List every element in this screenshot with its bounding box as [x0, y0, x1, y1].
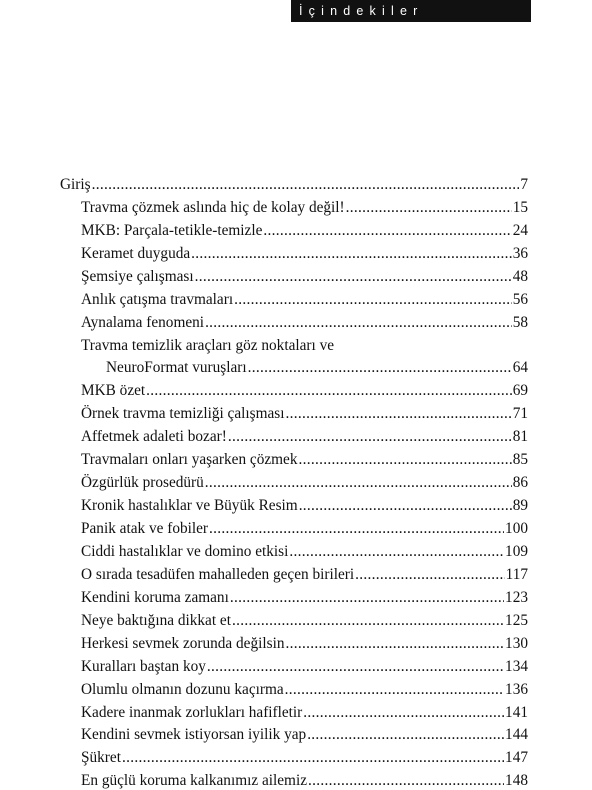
toc-entry-title: MKB özet	[81, 382, 146, 400]
toc-entry-page: 86	[512, 474, 528, 492]
toc-entry-title: Örnek travma temizliği çalışması	[81, 405, 285, 423]
toc-entry	[60, 309, 528, 332]
dot-leader	[248, 359, 512, 377]
toc-entry	[60, 263, 528, 286]
toc-entry-page: 136	[505, 680, 528, 698]
toc-entry-page: 134	[505, 657, 528, 675]
toc-entry-title-continued: NeuroFormat vuruşları	[106, 359, 247, 377]
dot-leader	[307, 726, 504, 744]
toc-entry-title: Kronik hastalıklar ve Büyük Resim	[81, 497, 298, 515]
toc-entry-page: 81	[512, 428, 528, 446]
toc-entry-title: Kuralları baştan koy	[81, 657, 206, 675]
toc-entry	[60, 332, 528, 355]
dot-leader	[205, 474, 512, 492]
toc-entry	[60, 607, 528, 630]
toc-entry	[60, 676, 528, 699]
toc-entry-title: Olumlu olmanın dozunu kaçırma	[81, 680, 284, 698]
toc-entry	[60, 400, 528, 423]
toc-entry-page: 144	[505, 726, 528, 744]
toc-entry-page: 48	[512, 267, 528, 285]
toc-entry-page: 123	[505, 588, 528, 606]
dot-leader	[299, 497, 512, 515]
toc-entry-page: 56	[512, 290, 528, 308]
toc-entry-page: 71	[512, 405, 528, 423]
toc-entry-title: Travma temizlik araçları göz noktaları ve	[81, 336, 335, 354]
dot-leader	[230, 589, 504, 607]
toc-entry	[60, 744, 528, 767]
dot-leader	[308, 772, 504, 790]
toc-entry-page: 58	[512, 313, 528, 331]
toc-entry-page: 125	[505, 611, 528, 629]
toc-entry-title: Şemsiye çalışması	[81, 267, 194, 285]
toc-entry	[60, 469, 528, 492]
toc-entry-page: 147	[505, 749, 528, 767]
toc-entry-page: 24	[512, 221, 528, 239]
dot-leader	[346, 199, 512, 217]
toc-entry-title: Panik atak ve fobiler	[81, 520, 209, 537]
toc-entry	[60, 515, 528, 538]
dot-leader	[289, 543, 504, 561]
toc-entry	[60, 286, 528, 309]
dot-leader	[263, 222, 511, 240]
toc-entry	[60, 423, 528, 446]
dot-leader	[285, 635, 504, 653]
dot-leader	[299, 451, 512, 469]
table-of-contents	[60, 171, 528, 790]
dot-leader	[195, 268, 512, 286]
toc-entry	[60, 171, 528, 194]
toc-entry	[60, 446, 528, 469]
toc-entry-title: O sırada tesadüfen mahalleden geçen birileri	[81, 565, 355, 583]
toc-entry	[60, 653, 528, 676]
toc-entry-page: 36	[512, 244, 528, 262]
dot-leader	[207, 658, 504, 676]
toc-entry	[60, 584, 528, 607]
toc-entry-title: Ciddi hastalıklar ve domino etkisi	[81, 542, 289, 560]
dot-leader	[285, 405, 511, 423]
toc-entry-title: Aynalama fenomeni	[81, 313, 205, 331]
toc-entry-title: Travma çözmek aslında hiç de kolay değil!	[81, 198, 345, 216]
toc-entry	[60, 377, 528, 400]
dot-leader	[285, 681, 504, 699]
toc-entry-title: Keramet duyguda	[81, 244, 191, 262]
toc-entry	[60, 630, 528, 653]
toc-entry-title: Şükret	[81, 749, 121, 767]
dot-leader	[92, 176, 520, 194]
toc-entry-page: 130	[505, 634, 528, 652]
toc-entry-title: Kendini sevmek istiyorsan iyilik yap	[81, 726, 307, 744]
dot-leader	[232, 612, 504, 630]
dot-leader	[122, 749, 504, 767]
dot-leader	[209, 520, 504, 538]
toc-entry-title: Giriş	[60, 175, 91, 193]
toc-entry-title: MKB: Parçala-tetikle-temizle	[81, 221, 263, 239]
dot-leader	[234, 291, 512, 309]
dot-leader	[303, 704, 504, 722]
toc-entry-page: 148	[505, 772, 528, 790]
dot-leader	[146, 382, 512, 400]
toc-entry	[60, 561, 528, 584]
toc-entry-title: Travmaları onları yaşarken çözmek	[81, 451, 298, 469]
toc-entry-title: Özgürlük prosedürü	[81, 474, 204, 492]
toc-entry-title: Neye baktığına dikkat et	[81, 611, 231, 629]
toc-entry	[60, 538, 528, 561]
toc-entry-title: Affetmek adaleti bozar!	[81, 428, 227, 446]
dot-leader	[205, 314, 512, 332]
dot-leader	[355, 566, 505, 584]
toc-entry-page: 109	[505, 542, 528, 560]
toc-entry-title: En güçlü koruma kalkanımız ailemiz	[81, 772, 307, 790]
toc-entry	[60, 767, 528, 790]
dot-leader	[228, 428, 512, 446]
toc-entry	[60, 722, 528, 745]
toc-entry	[60, 699, 528, 722]
toc-entry-title: Kadere inanmak zorlukları hafifletir	[81, 703, 303, 721]
toc-entry	[60, 194, 528, 217]
running-header	[291, 0, 531, 22]
toc-entry-page: 100	[505, 520, 528, 537]
toc-entry	[60, 240, 528, 263]
header-title: İçindekiler	[299, 4, 424, 18]
toc-entry-title: Herkesi sevmek zorunda değilsin	[81, 634, 285, 652]
toc-entry-page: 7	[520, 175, 528, 193]
toc-entry	[60, 492, 528, 515]
toc-entry	[60, 217, 528, 240]
toc-entry-page: 141	[505, 703, 528, 721]
toc-entry-page: 64	[512, 359, 528, 377]
toc-entry-page: 85	[512, 451, 528, 469]
toc-entry-page: 15	[512, 198, 528, 216]
toc-entry-continuation	[60, 355, 528, 378]
toc-entry-title: Kendini koruma zamanı	[81, 588, 229, 606]
toc-entry-page: 69	[512, 382, 528, 400]
toc-entry-title: Anlık çatışma travmaları	[81, 290, 234, 308]
toc-entry-page: 89	[512, 497, 528, 515]
toc-entry-page: 117	[505, 565, 528, 583]
dot-leader	[191, 245, 512, 263]
